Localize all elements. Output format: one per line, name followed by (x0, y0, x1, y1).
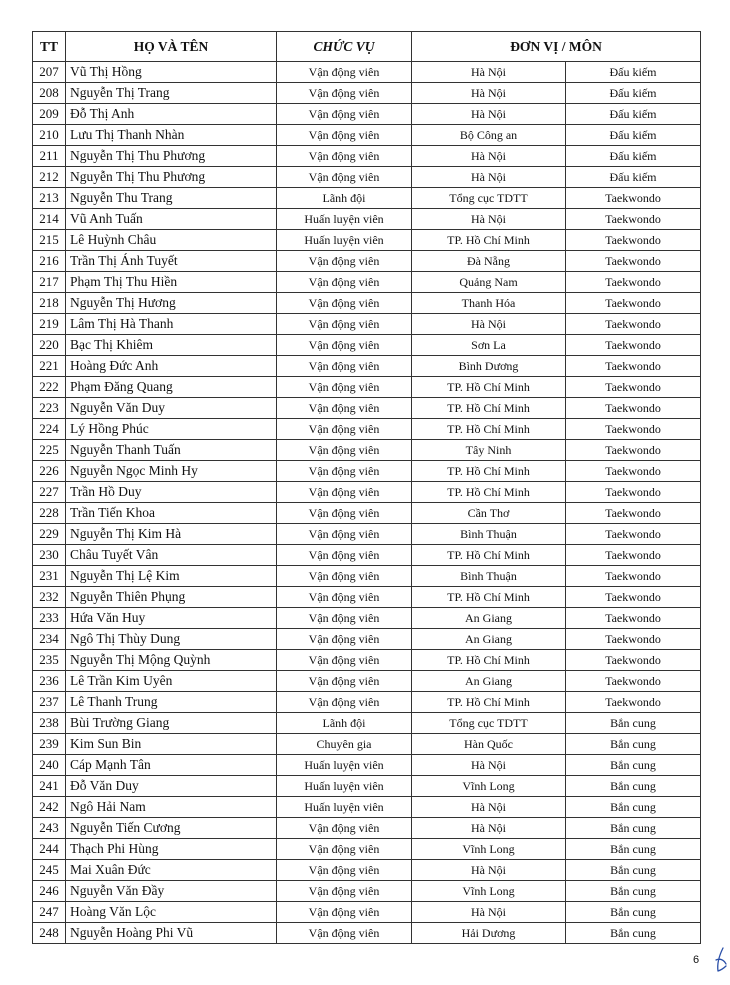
cell-role: Vận động viên (277, 650, 412, 671)
cell-name: Lý Hồng Phúc (66, 419, 277, 440)
cell-sport: Taekwondo (566, 419, 701, 440)
cell-tt: 242 (33, 797, 66, 818)
cell-name: Lâm Thị Hà Thanh (66, 314, 277, 335)
cell-role: Vận động viên (277, 902, 412, 923)
cell-name: Vũ Anh Tuấn (66, 209, 277, 230)
page-number: 6 (693, 954, 700, 966)
cell-role: Vận động viên (277, 881, 412, 902)
cell-sport: Taekwondo (566, 650, 701, 671)
cell-sport: Taekwondo (566, 230, 701, 251)
cell-sport: Taekwondo (566, 608, 701, 629)
cell-sport: Taekwondo (566, 251, 701, 272)
cell-role: Vận động viên (277, 272, 412, 293)
cell-unit: Hàn Quốc (412, 734, 566, 755)
cell-sport: Đấu kiếm (566, 146, 701, 167)
table-row (33, 650, 701, 671)
cell-tt: 238 (33, 713, 66, 734)
cell-role: Lãnh đội (277, 188, 412, 209)
cell-unit: Hà Nội (412, 314, 566, 335)
cell-role: Vận động viên (277, 587, 412, 608)
cell-name: Đỗ Văn Duy (66, 776, 277, 797)
cell-role: Vận động viên (277, 419, 412, 440)
cell-sport: Taekwondo (566, 671, 701, 692)
cell-unit: Hà Nội (412, 146, 566, 167)
cell-role: Vận động viên (277, 923, 412, 944)
table-row (33, 839, 701, 860)
cell-role: Vận động viên (277, 524, 412, 545)
cell-sport: Taekwondo (566, 188, 701, 209)
cell-name: Thạch Phi Hùng (66, 839, 277, 860)
table-row (33, 293, 701, 314)
table-row (33, 671, 701, 692)
cell-unit: Bình Thuận (412, 566, 566, 587)
table-row (33, 860, 701, 881)
cell-unit: TP. Hồ Chí Minh (412, 587, 566, 608)
cell-role: Vận động viên (277, 62, 412, 83)
table-row (33, 797, 701, 818)
cell-name: Ngô Hải Nam (66, 797, 277, 818)
cell-sport: Taekwondo (566, 356, 701, 377)
cell-unit: Hà Nội (412, 818, 566, 839)
cell-name: Nguyễn Thị Lệ Kim (66, 566, 277, 587)
cell-role: Vận động viên (277, 503, 412, 524)
cell-tt: 209 (33, 104, 66, 125)
cell-unit: An Giang (412, 671, 566, 692)
cell-name: Bùi Trường Giang (66, 713, 277, 734)
cell-name: Nguyễn Thu Trang (66, 188, 277, 209)
cell-role: Vận động viên (277, 83, 412, 104)
cell-tt: 244 (33, 839, 66, 860)
cell-sport: Taekwondo (566, 482, 701, 503)
cell-role: Vận động viên (277, 440, 412, 461)
cell-name: Hoàng Đức Anh (66, 356, 277, 377)
cell-tt: 222 (33, 377, 66, 398)
cell-sport: Taekwondo (566, 209, 701, 230)
cell-tt: 223 (33, 398, 66, 419)
cell-unit: Tổng cục TDTT (412, 713, 566, 734)
cell-unit: Đà Nẵng (412, 251, 566, 272)
table-row (33, 230, 701, 251)
cell-unit: Sơn La (412, 335, 566, 356)
table-row (33, 818, 701, 839)
cell-role: Vận động viên (277, 146, 412, 167)
cell-role: Vận động viên (277, 251, 412, 272)
table-body (33, 62, 701, 944)
table-row (33, 755, 701, 776)
cell-tt: 241 (33, 776, 66, 797)
cell-unit: Bình Thuận (412, 524, 566, 545)
cell-tt: 220 (33, 335, 66, 356)
header-name: HỌ VÀ TÊN (66, 32, 277, 62)
cell-name: Bạc Thị Khiêm (66, 335, 277, 356)
cell-tt: 230 (33, 545, 66, 566)
cell-name: Phạm Đăng Quang (66, 377, 277, 398)
table-row (33, 314, 701, 335)
cell-sport: Bắn cung (566, 902, 701, 923)
cell-role: Huấn luyện viên (277, 755, 412, 776)
cell-unit: TP. Hồ Chí Minh (412, 398, 566, 419)
cell-sport: Bắn cung (566, 881, 701, 902)
cell-role: Vận động viên (277, 125, 412, 146)
cell-sport: Đấu kiếm (566, 62, 701, 83)
table-row (33, 377, 701, 398)
cell-role: Chuyên gia (277, 734, 412, 755)
cell-role: Vận động viên (277, 314, 412, 335)
table-row (33, 188, 701, 209)
cell-name: Kim Sun Bin (66, 734, 277, 755)
cell-name: Nguyễn Hoàng Phi Vũ (66, 923, 277, 944)
cell-unit: Hải Dương (412, 923, 566, 944)
cell-unit: TP. Hồ Chí Minh (412, 692, 566, 713)
signature-mark (714, 946, 728, 974)
cell-tt: 239 (33, 734, 66, 755)
cell-unit: Hà Nội (412, 902, 566, 923)
cell-unit: TP. Hồ Chí Minh (412, 230, 566, 251)
cell-role: Vận động viên (277, 377, 412, 398)
cell-name: Cáp Mạnh Tân (66, 755, 277, 776)
cell-sport: Bắn cung (566, 755, 701, 776)
cell-sport: Taekwondo (566, 566, 701, 587)
cell-unit: TP. Hồ Chí Minh (412, 377, 566, 398)
cell-tt: 216 (33, 251, 66, 272)
cell-tt: 240 (33, 755, 66, 776)
table-row (33, 776, 701, 797)
cell-unit: Hà Nội (412, 167, 566, 188)
cell-tt: 229 (33, 524, 66, 545)
table-row (33, 881, 701, 902)
cell-tt: 221 (33, 356, 66, 377)
cell-name: Nguyễn Thị Thu Phương (66, 167, 277, 188)
cell-role: Vận động viên (277, 566, 412, 587)
cell-name: Lê Trần Kim Uyên (66, 671, 277, 692)
cell-name: Trần Thị Ánh Tuyết (66, 251, 277, 272)
cell-unit: Bình Dương (412, 356, 566, 377)
table-row (33, 167, 701, 188)
table-row (33, 608, 701, 629)
cell-unit: Hà Nội (412, 860, 566, 881)
cell-sport: Bắn cung (566, 860, 701, 881)
cell-name: Nguyễn Thị Thu Phương (66, 146, 277, 167)
cell-unit: Bộ Công an (412, 125, 566, 146)
cell-sport: Taekwondo (566, 524, 701, 545)
cell-sport: Đấu kiếm (566, 167, 701, 188)
cell-role: Lãnh đội (277, 713, 412, 734)
cell-role: Huấn luyện viên (277, 797, 412, 818)
cell-unit: Vĩnh Long (412, 776, 566, 797)
cell-tt: 224 (33, 419, 66, 440)
cell-sport: Taekwondo (566, 503, 701, 524)
table-row (33, 356, 701, 377)
cell-tt: 210 (33, 125, 66, 146)
cell-sport: Bắn cung (566, 818, 701, 839)
cell-name: Nguyễn Thị Kim Hà (66, 524, 277, 545)
cell-role: Vận động viên (277, 818, 412, 839)
cell-name: Nguyễn Ngọc Minh Hy (66, 461, 277, 482)
cell-name: Mai Xuân Đức (66, 860, 277, 881)
table-row (33, 482, 701, 503)
cell-name: Nguyễn Thiên Phụng (66, 587, 277, 608)
cell-role: Vận động viên (277, 839, 412, 860)
table-row (33, 440, 701, 461)
cell-name: Ngô Thị Thùy Dung (66, 629, 277, 650)
cell-name: Hứa Văn Huy (66, 608, 277, 629)
cell-name: Lê Huỳnh Châu (66, 230, 277, 251)
cell-tt: 211 (33, 146, 66, 167)
cell-unit: Quảng Nam (412, 272, 566, 293)
cell-unit: Hà Nội (412, 797, 566, 818)
table-row (33, 566, 701, 587)
cell-unit: Tây Ninh (412, 440, 566, 461)
cell-unit: Hà Nội (412, 755, 566, 776)
cell-role: Vận động viên (277, 629, 412, 650)
cell-name: Lưu Thị Thanh Nhàn (66, 125, 277, 146)
cell-tt: 225 (33, 440, 66, 461)
cell-sport: Taekwondo (566, 293, 701, 314)
cell-tt: 213 (33, 188, 66, 209)
cell-role: Vận động viên (277, 608, 412, 629)
cell-tt: 214 (33, 209, 66, 230)
cell-name: Lê Thanh Trung (66, 692, 277, 713)
cell-tt: 231 (33, 566, 66, 587)
table-row (33, 83, 701, 104)
cell-unit: TP. Hồ Chí Minh (412, 650, 566, 671)
table-row (33, 272, 701, 293)
cell-tt: 247 (33, 902, 66, 923)
cell-tt: 234 (33, 629, 66, 650)
cell-sport: Taekwondo (566, 461, 701, 482)
cell-unit: An Giang (412, 629, 566, 650)
cell-sport: Bắn cung (566, 839, 701, 860)
cell-name: Vũ Thị Hồng (66, 62, 277, 83)
table-row (33, 692, 701, 713)
table-row (33, 62, 701, 83)
table-row (33, 125, 701, 146)
cell-tt: 233 (33, 608, 66, 629)
cell-role: Vận động viên (277, 104, 412, 125)
cell-sport: Taekwondo (566, 377, 701, 398)
table-row (33, 419, 701, 440)
cell-tt: 246 (33, 881, 66, 902)
cell-unit: Vĩnh Long (412, 881, 566, 902)
table-row (33, 524, 701, 545)
cell-unit: TP. Hồ Chí Minh (412, 419, 566, 440)
cell-sport: Taekwondo (566, 692, 701, 713)
table-row (33, 587, 701, 608)
cell-role: Vận động viên (277, 335, 412, 356)
cell-tt: 235 (33, 650, 66, 671)
cell-tt: 228 (33, 503, 66, 524)
cell-name: Nguyễn Thanh Tuấn (66, 440, 277, 461)
cell-sport: Bắn cung (566, 776, 701, 797)
cell-role: Vận động viên (277, 482, 412, 503)
cell-name: Trần Hồ Duy (66, 482, 277, 503)
cell-sport: Bắn cung (566, 713, 701, 734)
cell-sport: Bắn cung (566, 923, 701, 944)
cell-tt: 208 (33, 83, 66, 104)
cell-tt: 217 (33, 272, 66, 293)
cell-tt: 207 (33, 62, 66, 83)
cell-unit: Cần Thơ (412, 503, 566, 524)
cell-sport: Taekwondo (566, 314, 701, 335)
cell-tt: 218 (33, 293, 66, 314)
cell-unit: Hà Nội (412, 83, 566, 104)
cell-role: Vận động viên (277, 461, 412, 482)
cell-unit: TP. Hồ Chí Minh (412, 545, 566, 566)
cell-tt: 236 (33, 671, 66, 692)
cell-sport: Bắn cung (566, 734, 701, 755)
cell-unit: Vĩnh Long (412, 839, 566, 860)
cell-unit: Hà Nội (412, 62, 566, 83)
cell-name: Đỗ Thị Anh (66, 104, 277, 125)
cell-tt: 219 (33, 314, 66, 335)
cell-name: Hoàng Văn Lộc (66, 902, 277, 923)
cell-role: Vận động viên (277, 671, 412, 692)
cell-sport: Taekwondo (566, 335, 701, 356)
cell-name: Nguyễn Văn Đầy (66, 881, 277, 902)
cell-name: Trần Tiến Khoa (66, 503, 277, 524)
cell-sport: Taekwondo (566, 629, 701, 650)
cell-role: Vận động viên (277, 860, 412, 881)
header-tt: TT (33, 32, 66, 62)
cell-tt: 248 (33, 923, 66, 944)
roster-table (32, 31, 701, 944)
table-row (33, 335, 701, 356)
cell-role: Vận động viên (277, 692, 412, 713)
cell-name: Phạm Thị Thu Hiền (66, 272, 277, 293)
cell-unit: An Giang (412, 608, 566, 629)
cell-tt: 215 (33, 230, 66, 251)
cell-sport: Đấu kiếm (566, 104, 701, 125)
cell-sport: Taekwondo (566, 587, 701, 608)
table-row (33, 209, 701, 230)
cell-tt: 212 (33, 167, 66, 188)
cell-name: Châu Tuyết Vân (66, 545, 277, 566)
cell-role: Vận động viên (277, 545, 412, 566)
table-row (33, 629, 701, 650)
cell-tt: 226 (33, 461, 66, 482)
cell-sport: Đấu kiếm (566, 83, 701, 104)
table-row (33, 251, 701, 272)
cell-role: Huấn luyện viên (277, 209, 412, 230)
cell-tt: 245 (33, 860, 66, 881)
cell-sport: Taekwondo (566, 272, 701, 293)
cell-sport: Taekwondo (566, 545, 701, 566)
table-row (33, 104, 701, 125)
cell-sport: Bắn cung (566, 797, 701, 818)
table-row (33, 734, 701, 755)
table-row (33, 398, 701, 419)
cell-name: Nguyễn Thị Trang (66, 83, 277, 104)
cell-name: Nguyễn Thị Mộng Quỳnh (66, 650, 277, 671)
cell-unit: TP. Hồ Chí Minh (412, 461, 566, 482)
cell-tt: 227 (33, 482, 66, 503)
table-row (33, 503, 701, 524)
cell-unit: Hà Nội (412, 104, 566, 125)
cell-tt: 237 (33, 692, 66, 713)
table-row (33, 923, 701, 944)
cell-unit: Hà Nội (412, 209, 566, 230)
cell-unit: Tổng cục TDTT (412, 188, 566, 209)
table-row (33, 902, 701, 923)
cell-name: Nguyễn Thị Hương (66, 293, 277, 314)
table-row (33, 146, 701, 167)
cell-role: Vận động viên (277, 293, 412, 314)
cell-name: Nguyễn Văn Duy (66, 398, 277, 419)
table-row (33, 461, 701, 482)
header-row (33, 32, 701, 62)
table-row (33, 545, 701, 566)
cell-name: Nguyễn Tiến Cương (66, 818, 277, 839)
cell-role: Vận động viên (277, 398, 412, 419)
cell-unit: Thanh Hóa (412, 293, 566, 314)
cell-role: Vận động viên (277, 167, 412, 188)
cell-tt: 243 (33, 818, 66, 839)
header-unit: ĐƠN VỊ / MÔN (412, 32, 701, 62)
header-role: CHỨC VỤ (277, 32, 412, 62)
table-row (33, 713, 701, 734)
cell-tt: 232 (33, 587, 66, 608)
cell-role: Vận động viên (277, 356, 412, 377)
cell-role: Huấn luyện viên (277, 230, 412, 251)
cell-sport: Taekwondo (566, 398, 701, 419)
cell-role: Huấn luyện viên (277, 776, 412, 797)
cell-unit: TP. Hồ Chí Minh (412, 482, 566, 503)
cell-sport: Taekwondo (566, 440, 701, 461)
cell-sport: Đấu kiếm (566, 125, 701, 146)
